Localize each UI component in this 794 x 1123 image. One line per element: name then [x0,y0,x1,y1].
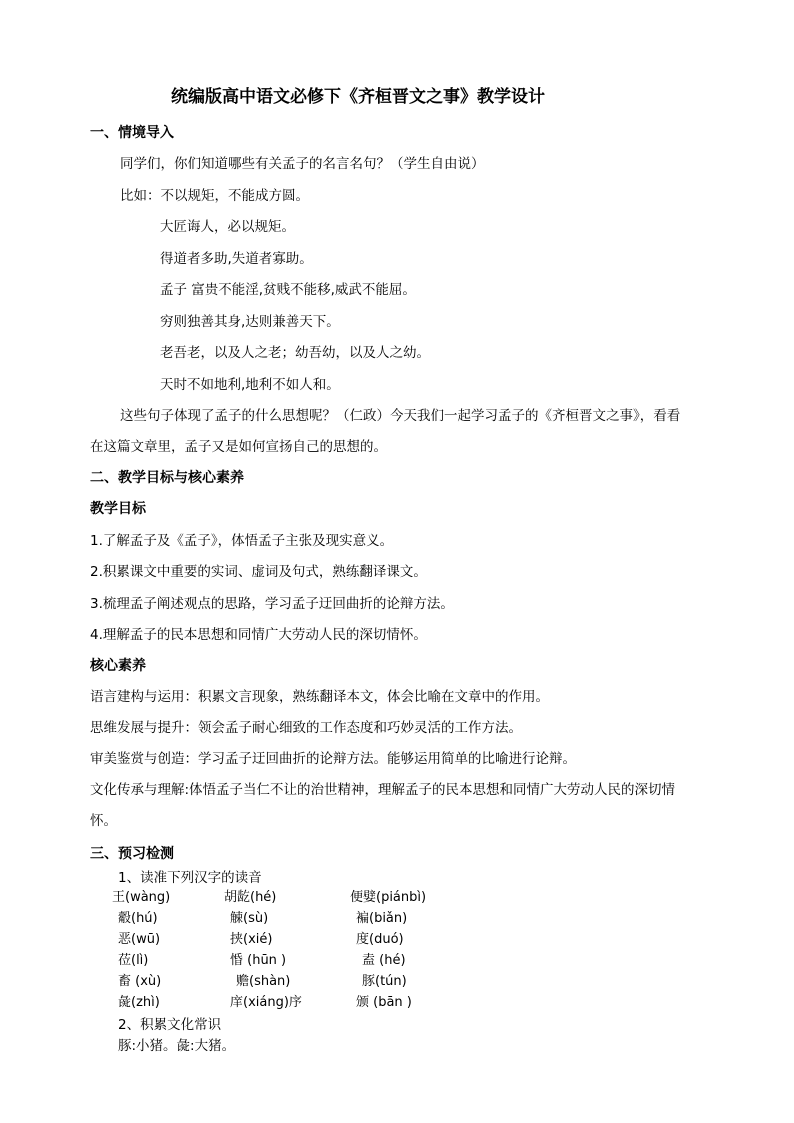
core-item: 审美鉴赏与创造：学习孟子迂回曲折的论辩方法。能够运用简单的比喻进行论辩。 [90,751,576,767]
pinyin-item: 豚(tún) [362,974,407,989]
closing-paragraph: 这些句子体现了孟子的什么思想呢？（仁政）今天我们一起学习孟子的《齐桓晋文之事》，看看 [120,408,681,424]
pinyin-item: 赡(shàn) [236,974,291,989]
pinyin-item: 觳(hú) [118,911,158,926]
goal-item: 2.积累课文中重要的实词、虚词及句式，熟练翻译课文。 [90,564,427,580]
pinyin-item: 胡龁(hé) [224,890,277,905]
core-item: 思维发展与提升：领会孟子耐心细致的工作态度和巧妙灵活的工作方法。 [90,720,522,736]
quote-line: 得道者多助,失道者寡助。 [160,251,313,267]
quote-line: 穷则独善其身,达则兼善天下。 [160,314,340,330]
culture-note: 豚:小猪。彘:大猪。 [118,1038,236,1054]
example-lead: 比如：不以规矩，不能成方圆。 [120,188,309,204]
pinyin-item: 惛 (hūn ) [230,953,287,968]
pinyin-item: 颁 (bān ) [356,995,412,1010]
pinyin-item: 盍 (hé) [362,953,406,968]
pinyin-item: 王(wàng) [112,890,171,905]
section-heading-2: 二、教学目标与核心素养 [90,470,244,486]
pinyin-item: 便嬖(piánbì) [350,890,427,905]
pinyin-item: 畜 (xù) [118,974,162,989]
pinyin-item: 觫(sù) [230,911,269,926]
pinyin-item: 挟(xié) [230,932,273,947]
intro-paragraph: 同学们，你们知道哪些有关孟子的名言名句？（学生自由说） [120,156,485,172]
pinyin-item: 彘(zhì) [118,995,160,1010]
subheading-pronunciation: 1、读准下列汉字的读音 [118,870,262,886]
core-item-cont: 怀。 [90,813,117,829]
section-heading-3: 三、预习检测 [90,846,174,862]
quote-line: 天时不如地利,地利不如人和。 [160,377,340,393]
core-item: 文化传承与理解:体悟孟子当仁不让的治世精神，理解孟子的民本思想和同情广大劳动人民的深切情 [90,782,676,798]
document-title: 统编版高中语文必修下《齐桓晋文之事》教学设计 [171,87,545,107]
core-heading: 核心素养 [90,658,146,674]
quote-line: 大匠诲人，必以规矩。 [160,219,295,235]
goal-item: 1.了解孟子及《孟子》，体悟孟子主张及现实意义。 [90,533,394,549]
quote-line: 老吾老，以及人之老；幼吾幼，以及人之幼。 [160,345,430,361]
goal-item: 3.梳理孟子阐述观点的思路，学习孟子迂回曲折的论辩方法。 [90,596,454,612]
goals-heading: 教学目标 [90,501,146,517]
quote-line: 孟子 富贵不能淫,贫贱不能移,威武不能屈。 [160,282,416,298]
pinyin-item: 庠(xiáng)序 [230,995,302,1010]
core-item: 语言建构与运用：积累文言现象，熟练翻译本文，体会比喻在文章中的作用。 [90,689,549,705]
section-heading-1: 一、情境导入 [90,125,174,141]
goal-item: 4.理解孟子的民本思想和同情广大劳动人民的深切情怀。 [90,627,427,643]
subheading-culture: 2、积累文化常识 [118,1017,222,1033]
pinyin-item: 恶(wū) [118,932,161,947]
closing-paragraph-cont: 在这篇文章里，孟子又是如何宣扬自己的思想的。 [90,439,387,455]
pinyin-item: 度(duó) [356,932,404,947]
pinyin-item: 莅(lì) [118,953,149,968]
pinyin-item: 褊(biǎn) [356,911,408,926]
